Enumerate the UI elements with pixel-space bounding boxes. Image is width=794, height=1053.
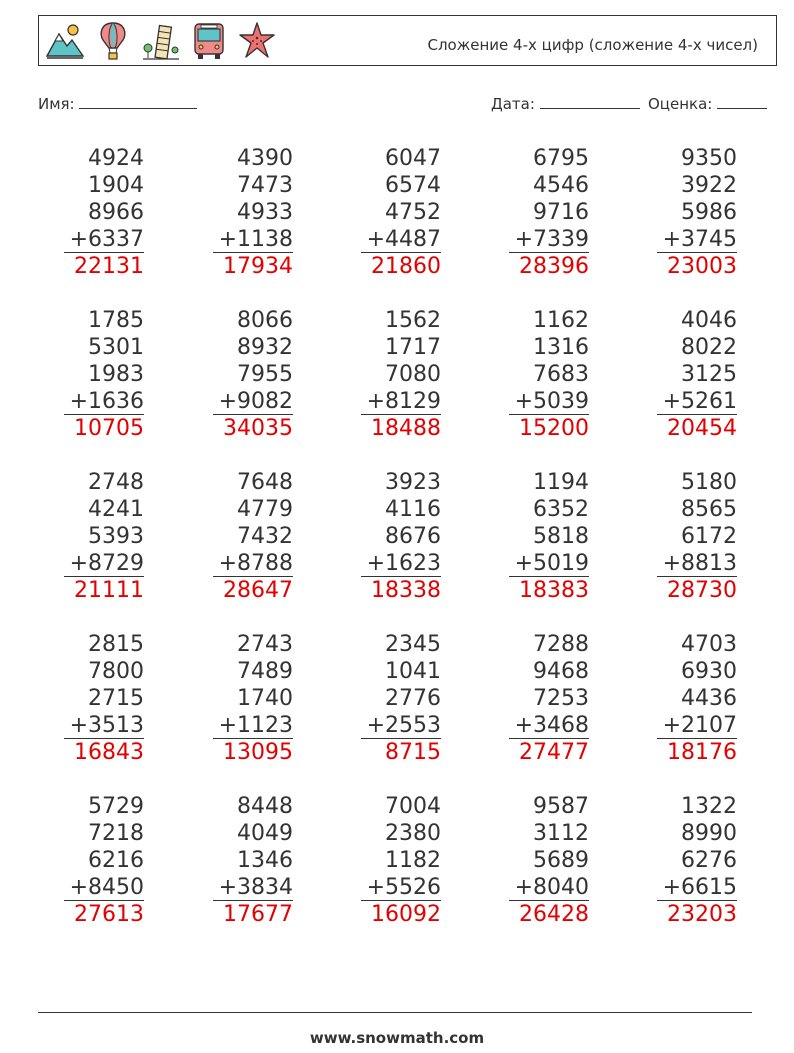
answer: 16092 xyxy=(371,902,441,927)
addend: 4703 xyxy=(681,632,737,657)
addend: 8676 xyxy=(385,524,441,549)
addend: 2743 xyxy=(237,632,293,657)
addition-problem xyxy=(657,307,737,442)
answer: 18338 xyxy=(371,578,441,603)
addend: +8040 xyxy=(514,875,589,900)
addend: 3923 xyxy=(385,470,441,495)
sum-rule xyxy=(361,900,441,901)
addition-problem xyxy=(64,631,144,766)
addend: 1346 xyxy=(237,848,293,873)
addend: 1785 xyxy=(88,308,144,333)
addition-problem xyxy=(213,145,293,280)
addend: 2345 xyxy=(385,632,441,657)
sum-rule xyxy=(64,738,144,739)
answer: 27613 xyxy=(74,902,144,927)
answer: 21860 xyxy=(371,254,441,279)
answer: 17677 xyxy=(223,902,293,927)
addend: +8813 xyxy=(662,551,737,576)
sum-rule xyxy=(657,252,737,253)
footer-site: www.snowmath.com xyxy=(309,1029,485,1047)
answer: 27477 xyxy=(519,740,589,765)
answer: 10705 xyxy=(74,416,144,441)
addend: 1194 xyxy=(533,470,589,495)
addend: 3125 xyxy=(681,362,737,387)
addend: 2715 xyxy=(88,686,144,711)
date-line[interactable] xyxy=(540,94,640,109)
header-icons xyxy=(45,20,277,62)
addend: 7800 xyxy=(88,659,144,684)
addend: +5019 xyxy=(514,551,589,576)
addition-problem xyxy=(361,145,441,280)
addend: +2107 xyxy=(662,713,737,738)
addition-problem xyxy=(657,469,737,604)
addend: 1717 xyxy=(385,335,441,360)
grade-label: Оценка: xyxy=(648,95,713,113)
addend: 9350 xyxy=(681,146,737,171)
grade-line[interactable] xyxy=(717,94,767,109)
addend: +5526 xyxy=(366,875,441,900)
addend: +8129 xyxy=(366,389,441,414)
sum-rule xyxy=(509,414,589,415)
addend: 6172 xyxy=(681,524,737,549)
addend: +8729 xyxy=(69,551,144,576)
addend: 8022 xyxy=(681,335,737,360)
sum-rule xyxy=(64,252,144,253)
answer: 23203 xyxy=(667,902,737,927)
sum-rule xyxy=(213,414,293,415)
addend: 8448 xyxy=(237,794,293,819)
worksheet-title: Сложение 4-х цифр (сложение 4-х чисел) xyxy=(427,36,758,54)
addend: 1983 xyxy=(88,362,144,387)
addend: 7218 xyxy=(88,821,144,846)
addend: 9716 xyxy=(533,200,589,225)
worksheet-header xyxy=(38,15,777,66)
addition-problem xyxy=(213,631,293,766)
answer: 34035 xyxy=(223,416,293,441)
addend: 5986 xyxy=(681,200,737,225)
addend: 6352 xyxy=(533,497,589,522)
addend: 4779 xyxy=(237,497,293,522)
addend: +5039 xyxy=(514,389,589,414)
addition-problem xyxy=(509,631,589,766)
sum-rule xyxy=(509,900,589,901)
addend: 7004 xyxy=(385,794,441,819)
name-label: Имя: xyxy=(38,95,75,113)
addend: 6795 xyxy=(533,146,589,171)
sum-rule xyxy=(213,900,293,901)
sum-rule xyxy=(657,738,737,739)
addition-problem xyxy=(509,793,589,928)
sum-rule xyxy=(361,738,441,739)
addend: 4924 xyxy=(88,146,144,171)
addend: 3922 xyxy=(681,173,737,198)
addition-problem xyxy=(657,145,737,280)
addition-problem xyxy=(213,793,293,928)
mountain-icon xyxy=(45,20,85,62)
sum-rule xyxy=(213,576,293,577)
addition-problem xyxy=(64,793,144,928)
addend: 5729 xyxy=(88,794,144,819)
answer: 28730 xyxy=(667,578,737,603)
answer: 16843 xyxy=(74,740,144,765)
leaning-tower-icon xyxy=(141,20,181,62)
addend: 7253 xyxy=(533,686,589,711)
answer: 26428 xyxy=(519,902,589,927)
addend: 7432 xyxy=(237,524,293,549)
addition-problem xyxy=(657,793,737,928)
sum-rule xyxy=(509,738,589,739)
addend: 6930 xyxy=(681,659,737,684)
sum-rule xyxy=(361,414,441,415)
addend: 1562 xyxy=(385,308,441,333)
addend: 4049 xyxy=(237,821,293,846)
answer: 8715 xyxy=(385,740,441,765)
addend: +6337 xyxy=(69,227,144,252)
hot-air-balloon-icon xyxy=(93,20,133,62)
sum-rule xyxy=(657,414,737,415)
addend: 1322 xyxy=(681,794,737,819)
addend: +4487 xyxy=(366,227,441,252)
answer: 13095 xyxy=(223,740,293,765)
addend: +1636 xyxy=(69,389,144,414)
sum-rule xyxy=(509,252,589,253)
sum-rule xyxy=(361,252,441,253)
addend: 5301 xyxy=(88,335,144,360)
addend: 5818 xyxy=(533,524,589,549)
sum-rule xyxy=(657,576,737,577)
addend: 2380 xyxy=(385,821,441,846)
addend: 4241 xyxy=(88,497,144,522)
addend: 1041 xyxy=(385,659,441,684)
addend: +8788 xyxy=(218,551,293,576)
addend: 9468 xyxy=(533,659,589,684)
grade-field[interactable] xyxy=(648,94,767,113)
answer: 28647 xyxy=(223,578,293,603)
addend: 7473 xyxy=(237,173,293,198)
addition-problem xyxy=(213,307,293,442)
bus-icon xyxy=(189,20,229,62)
addition-problem xyxy=(361,793,441,928)
addend: +3468 xyxy=(514,713,589,738)
name-line[interactable] xyxy=(79,94,197,109)
addend: 1740 xyxy=(237,686,293,711)
addition-problem xyxy=(361,469,441,604)
answer: 18176 xyxy=(667,740,737,765)
addition-problem xyxy=(509,469,589,604)
footer-divider xyxy=(38,1012,752,1013)
addition-problem xyxy=(64,469,144,604)
addition-problem xyxy=(213,469,293,604)
sum-rule xyxy=(64,414,144,415)
addend: 7080 xyxy=(385,362,441,387)
addend: +3745 xyxy=(662,227,737,252)
addition-problem xyxy=(64,145,144,280)
addition-problem xyxy=(361,631,441,766)
addend: 4436 xyxy=(681,686,737,711)
addend: 1162 xyxy=(533,308,589,333)
addend: 9587 xyxy=(533,794,589,819)
addend: 8932 xyxy=(237,335,293,360)
answer: 21111 xyxy=(74,578,144,603)
addend: 4390 xyxy=(237,146,293,171)
sum-rule xyxy=(657,900,737,901)
addend: 4546 xyxy=(533,173,589,198)
answer: 20454 xyxy=(667,416,737,441)
answer: 23003 xyxy=(667,254,737,279)
answer: 18488 xyxy=(371,416,441,441)
addend: 8066 xyxy=(237,308,293,333)
addend: 7955 xyxy=(237,362,293,387)
addend: +1123 xyxy=(218,713,293,738)
addition-problem xyxy=(509,307,589,442)
addend: 6276 xyxy=(681,848,737,873)
addend: 4046 xyxy=(681,308,737,333)
addend: 8565 xyxy=(681,497,737,522)
name-field[interactable] xyxy=(38,94,197,113)
addend: +6615 xyxy=(662,875,737,900)
answer: 28396 xyxy=(519,254,589,279)
addend: +7339 xyxy=(514,227,589,252)
addend: 7489 xyxy=(237,659,293,684)
sum-rule xyxy=(64,576,144,577)
addend: 4752 xyxy=(385,200,441,225)
addend: 5689 xyxy=(533,848,589,873)
addend: 6216 xyxy=(88,848,144,873)
addition-problem xyxy=(657,631,737,766)
sum-rule xyxy=(64,900,144,901)
addend: 8966 xyxy=(88,200,144,225)
date-field[interactable] xyxy=(491,94,640,113)
addend: 2748 xyxy=(88,470,144,495)
sum-rule xyxy=(361,576,441,577)
date-label: Дата: xyxy=(491,95,535,113)
addend: +9082 xyxy=(218,389,293,414)
addend: 2815 xyxy=(88,632,144,657)
addend: 7648 xyxy=(237,470,293,495)
addend: +3513 xyxy=(69,713,144,738)
addend: 2776 xyxy=(385,686,441,711)
sum-rule xyxy=(213,252,293,253)
addend: 8990 xyxy=(681,821,737,846)
addend: +1138 xyxy=(218,227,293,252)
addend: +2553 xyxy=(366,713,441,738)
addition-problem xyxy=(361,307,441,442)
addition-problem xyxy=(64,307,144,442)
addend: +3834 xyxy=(218,875,293,900)
answer: 22131 xyxy=(74,254,144,279)
sum-rule xyxy=(509,576,589,577)
addend: +8450 xyxy=(69,875,144,900)
addend: 1904 xyxy=(88,173,144,198)
sum-rule xyxy=(213,738,293,739)
addend: 6574 xyxy=(385,173,441,198)
answer: 18383 xyxy=(519,578,589,603)
addition-problem xyxy=(509,145,589,280)
addend: 4116 xyxy=(385,497,441,522)
addend: 1316 xyxy=(533,335,589,360)
addend: 7683 xyxy=(533,362,589,387)
starfish-icon xyxy=(237,20,277,62)
addend: +5261 xyxy=(662,389,737,414)
addend: 3112 xyxy=(533,821,589,846)
answer: 17934 xyxy=(223,254,293,279)
addend: +1623 xyxy=(366,551,441,576)
addend: 7288 xyxy=(533,632,589,657)
addend: 5393 xyxy=(88,524,144,549)
addend: 6047 xyxy=(385,146,441,171)
addend: 5180 xyxy=(681,470,737,495)
answer: 15200 xyxy=(519,416,589,441)
addend: 4933 xyxy=(237,200,293,225)
addend: 1182 xyxy=(385,848,441,873)
